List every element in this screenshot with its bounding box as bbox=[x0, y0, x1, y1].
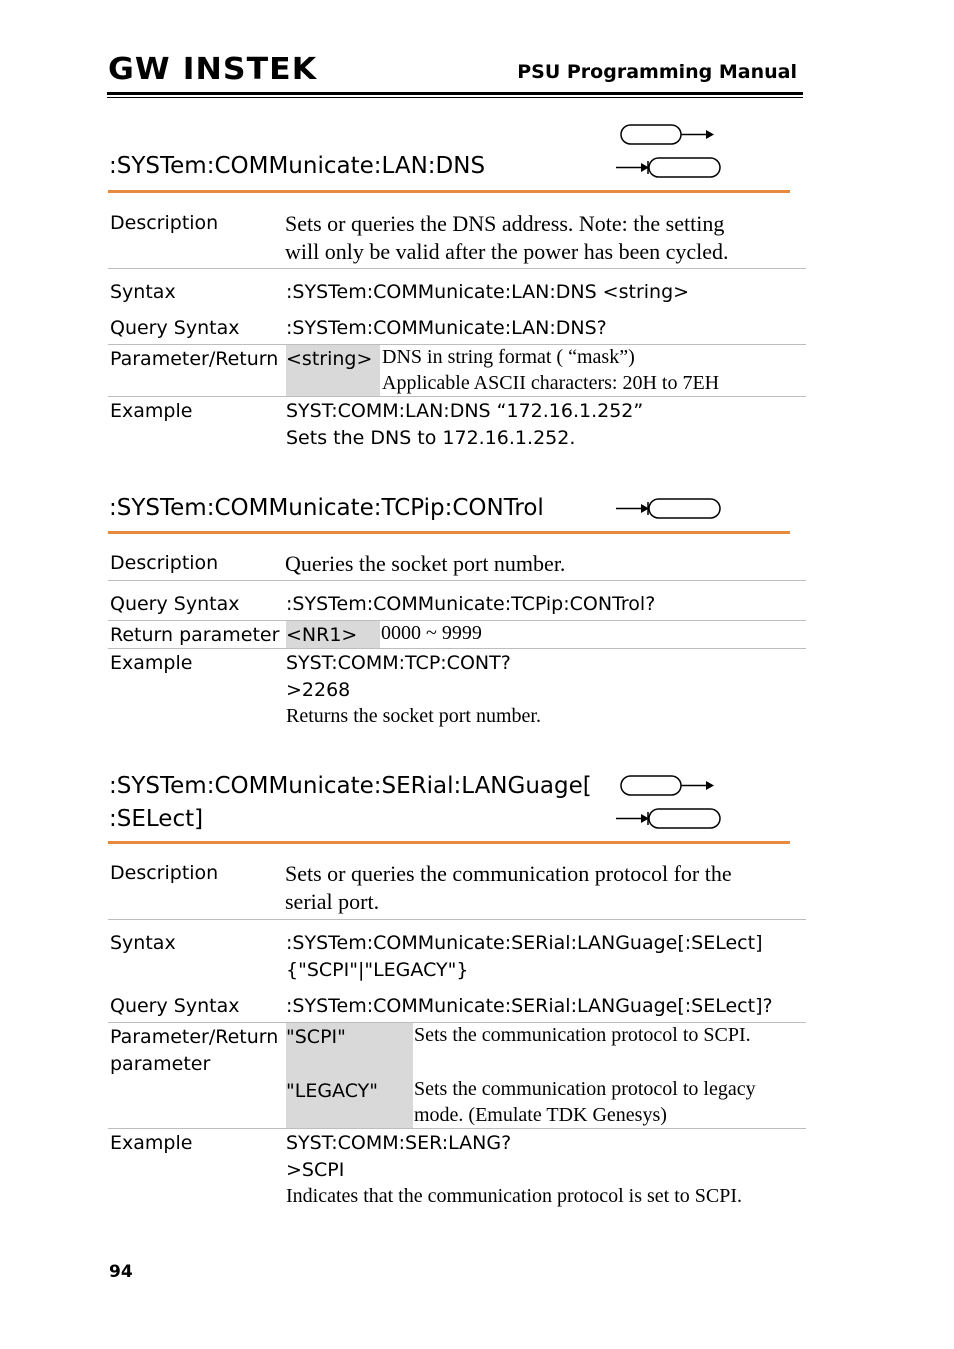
section-title: :SYSTem:COMMunicate:TCPip:CONTrol bbox=[109, 495, 544, 521]
row-divider bbox=[108, 580, 806, 581]
parameter-description: 0000 ~ 9999 bbox=[381, 622, 482, 644]
description-text: Queries the socket port number. bbox=[285, 551, 566, 576]
example-description: Returns the socket port number. bbox=[286, 705, 541, 727]
row-divider bbox=[108, 268, 806, 269]
syntax-text: {"SCPI"|"LEGACY"} bbox=[286, 959, 469, 981]
page-number: 94 bbox=[109, 1262, 133, 1282]
query-syntax-text: :SYSTem:COMMunicate:LAN:DNS? bbox=[286, 317, 607, 339]
example-command: SYST:COMM:SER:LANG? bbox=[286, 1132, 512, 1154]
example-command: SYST:COMM:TCP:CONT? bbox=[286, 652, 511, 674]
query-syntax-label: Query Syntax bbox=[110, 593, 240, 615]
syntax-text: :SYSTem:COMMunicate:LAN:DNS <string> bbox=[286, 281, 690, 303]
syntax-text: :SYSTem:COMMunicate:SERial:LANGuage[:SELect] bbox=[286, 932, 763, 954]
syntax-label: Syntax bbox=[110, 932, 176, 954]
set-command-icon bbox=[618, 124, 718, 146]
header-rule bbox=[107, 92, 803, 95]
query-syntax-text: :SYSTem:COMMunicate:TCPip:CONTrol? bbox=[286, 593, 656, 615]
query-syntax-label: Query Syntax bbox=[110, 317, 240, 339]
example-command: SYST:COMM:LAN:DNS “172.16.1.252” bbox=[286, 400, 644, 422]
parameter-name: <string> bbox=[286, 348, 373, 370]
return-parameter-label: Return parameter bbox=[110, 624, 280, 646]
row-divider bbox=[108, 1128, 806, 1129]
parameter-description: Sets the communication protocol to legacy bbox=[414, 1078, 756, 1100]
description-text: serial port. bbox=[285, 889, 380, 914]
query-command-icon bbox=[614, 498, 724, 520]
row-divider bbox=[108, 919, 806, 920]
section-underline bbox=[108, 841, 790, 844]
set-command-icon bbox=[618, 775, 718, 797]
section-title: :SELect] bbox=[109, 806, 204, 832]
parameter-description: Sets the communication protocol to SCPI. bbox=[414, 1024, 751, 1046]
query-command-icon bbox=[614, 808, 724, 830]
section-underline bbox=[108, 531, 790, 534]
description-label: Description bbox=[110, 212, 219, 234]
description-text: will only be valid after the power has been cycled. bbox=[285, 239, 729, 264]
query-syntax-text: :SYSTem:COMMunicate:SERial:LANGuage[:SELect]? bbox=[286, 995, 773, 1017]
parameter-name: "SCPI" bbox=[286, 1026, 346, 1048]
example-result: >SCPI bbox=[286, 1159, 345, 1181]
example-label: Example bbox=[110, 652, 193, 674]
syntax-label: Syntax bbox=[110, 281, 176, 303]
section-underline bbox=[108, 190, 790, 193]
parameter-name: "LEGACY" bbox=[286, 1080, 378, 1102]
parameter-description: Applicable ASCII characters: 20H to 7EH bbox=[382, 372, 720, 394]
example-result: Sets the DNS to 172.16.1.252. bbox=[286, 427, 576, 449]
example-description: Indicates that the communication protocol is set to SCPI. bbox=[286, 1185, 743, 1207]
example-label: Example bbox=[110, 1132, 193, 1154]
parameter-label: Parameter/Return bbox=[110, 348, 279, 370]
query-command-icon bbox=[614, 157, 724, 179]
header-rule-thin bbox=[107, 97, 803, 98]
parameter-label: Parameter/Return bbox=[110, 1026, 279, 1048]
row-divider bbox=[108, 396, 806, 397]
section-title: :SYSTem:COMMunicate:SERial:LANGuage[ bbox=[109, 773, 592, 799]
description-label: Description bbox=[110, 862, 219, 884]
description-label: Description bbox=[110, 552, 219, 574]
parameter-description: DNS in string format ( “mask”) bbox=[382, 346, 635, 368]
example-label: Example bbox=[110, 400, 193, 422]
query-syntax-label: Query Syntax bbox=[110, 995, 240, 1017]
row-divider bbox=[108, 648, 806, 649]
parameter-description: mode. (Emulate TDK Genesys) bbox=[414, 1104, 667, 1126]
section-title: :SYSTem:COMMunicate:LAN:DNS bbox=[109, 153, 486, 179]
parameter-name: <NR1> bbox=[286, 624, 358, 646]
example-result: >2268 bbox=[286, 679, 351, 701]
gw-instek-logo: GW INSTEK bbox=[108, 52, 318, 87]
parameter-label: parameter bbox=[110, 1053, 211, 1075]
manual-title: PSU Programming Manual bbox=[517, 61, 797, 83]
description-text: Sets or queries the communication protocol for the bbox=[285, 861, 732, 886]
description-text: Sets or queries the DNS address. Note: the setting bbox=[285, 211, 725, 236]
